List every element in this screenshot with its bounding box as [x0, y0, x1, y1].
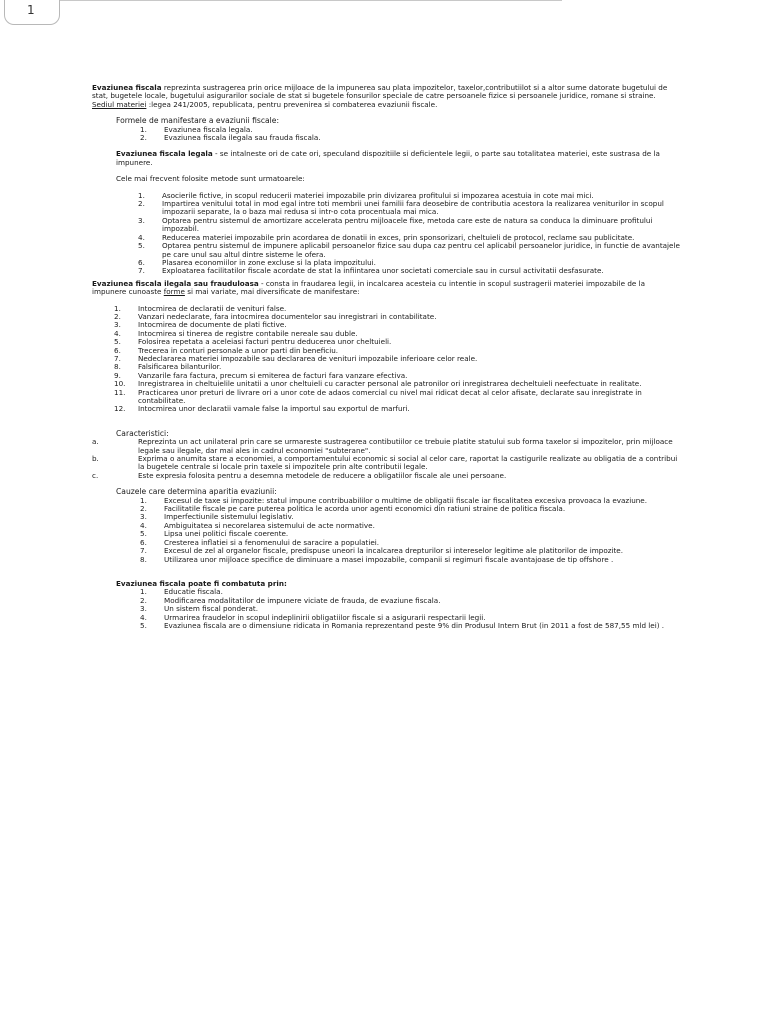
list-item: 1. Asocierile fictive, in scopul reducerii materiei impozabile prin divizarea profitului si impozarea acestuia in cote mai mici. [138, 190, 594, 200]
combatuta-heading: Evaziunea fiscala poate fi combatuta prin: [116, 578, 287, 588]
list-item: 9. Vanzarile fara factura, precum si emiterea de facturi fara vanzare efectiva. [114, 370, 408, 380]
list-item: 3. Intocmirea de documente de plati fictive. [114, 320, 287, 330]
forme-heading: Formele de manifestare a evaziunii fiscale: [116, 116, 279, 126]
sediu-materiei [92, 101, 680, 109]
forme-list [116, 126, 680, 143]
list-item: 7. Exploatarea facilitatilor fiscale acordate de stat la infiintarea unor societati comerciale sau in cursul activitatii desfasurate. [138, 266, 604, 276]
metode-intro: Cele mai frecvent folosite metode sunt urmatoarele: [116, 174, 305, 184]
list-item: 1. Evaziunea fiscala legala. [140, 124, 253, 134]
list-item: 6. Trecerea in conturi personale a unor parti din beneficiu. [114, 345, 339, 355]
list-item: 6. Cresterea inflatiei si a fenomenului de saracire a populatiei. [140, 537, 380, 547]
list-item: 5. Optarea pentru sistemul de impunere aplicabil persoanelor fizice sau dupa caz pentru cel aplicabil persoanelor juridice, in functie de avantajele pe care unul sau altul dintre sisteme le ofera. [138, 241, 680, 259]
list-item: 4. Reducerea materiei impozabile prin acordarea de donatii in exces, prin sponsorizari, cheltuieli de protocol, reclame sau publicitate. [138, 232, 635, 242]
caracteristici-list [92, 438, 680, 480]
list-item: 6. Plasarea economiilor in zone excluse si la plata impozitului. [138, 257, 376, 267]
forme-word: forme [163, 287, 185, 297]
list-item: a. Reprezinta un act unilateral prin care se urmareste sustragerea contibutiilor ce trebuie platite statului sub forma taxelor si impozitelor, prin mijloace legale sau ilegale, dar mai ales in cadrul economiei "subterane". [92, 437, 673, 455]
list-item: 5. Lipsa unei politici fiscale coerente. [140, 529, 289, 539]
legala-title: Evaziunea fiscala legala [116, 149, 213, 159]
intro-paragraph [92, 84, 680, 101]
list-item: 2. Evaziunea fiscala ilegala sau frauda fiscala. [140, 133, 321, 143]
list-item: 12. Intocmirea unor declaratii vamale false la importul sau exportul de marfuri. [114, 404, 410, 414]
legala-paragraph: Evaziunea fiscala legala - se intalneste ori de cate ori, speculand dispozitiile si deficientele legii, o parte sau totalitatea materiei, este sustrasa de la impunere. [116, 149, 660, 167]
list-item: 5. Folosirea repetata a aceleiasi facturi pentru deducerea unor cheltuieli. [114, 337, 392, 347]
list-item: 4. Intocmirea si tinerea de registre contabile nereale sau duble. [114, 328, 358, 338]
sediu-text: :legea 241/2005, republicata, pentru prevenirea si combaterea evaziunii fiscale. [146, 99, 438, 109]
list-item: 4. Urmarirea fraudelor in scopul indeplinirii obligatiilor fiscale si a asigurarii respectarii legii. [140, 612, 486, 622]
list-item: 8. Utilizarea unor mijloace specifice de diminuare a masei impozabile, companii si regimuri fiscale avantajoase de tip offshore . [140, 554, 614, 564]
intro-title: Evaziunea fiscala [92, 83, 162, 92]
ilegala-list [92, 305, 680, 414]
list-item: c. Este expresia folosita pentru a desemna metodele de reducere a obligatiilor fiscale ale unei persoane. [92, 470, 507, 480]
list-item: 7. Nedeclararea materiei impozabile sau declararea de venituri impozabile inferioare celor reale. [114, 353, 478, 363]
sediu-label: Sediul materiei [92, 99, 147, 109]
list-item: 3. Un sistem fiscal ponderat. [140, 604, 258, 614]
document-body [92, 84, 680, 630]
list-item: 7. Excesul de zel al organelor fiscale, predispuse uneori la incalcarea drepturilor si intereselor legitime ale platitorilor de impozite. [140, 546, 624, 556]
list-item: 2. Facilitatile fiscale pe care puterea politica le acorda unor agenti economici din ratiuni straine de politica fiscala. [140, 504, 566, 514]
list-item: 1. Educatie fiscala. [140, 587, 223, 597]
list-item: 11. Practicarea unor preturi de livrare ori a unor cote de adaos comercial cu nivel mai ridicat decat al celor afisate, declarate sau inregistrate in contabilitate. [114, 387, 642, 405]
list-item: 2. Vanzari nedeclarate, fara intocmirea documentelor sau inregistrari in contabilitate. [114, 311, 437, 321]
page-number-tab [4, 0, 60, 25]
list-item: 8. Falsificarea bilanturilor. [114, 362, 222, 372]
cauze-list [116, 497, 680, 564]
page-top-rule [60, 0, 562, 1]
list-item: 10. Inregistrarea in cheltuielile unitatii a unor cheltuieli cu caracter personal ale patronilor ori inregistrarea decheltuieli neefectuate in realitate. [114, 379, 642, 389]
list-item: 3. Optarea pentru sistemul de amortizare accelerata pentru mijloacele fixe, metoda care este de natura sa conduca la diminuare profitului impozabil. [138, 215, 653, 234]
list-item: 4. Ambiguitatea si necorelarea sistemului de acte normative. [140, 520, 375, 530]
intro-text: reprezinta sustragerea prin orice mijloace de la impunerea sau plata impozitelor, taxelor,contributiilot si a altor sume datorate bugetului de stat, bugetele locale, bugetului asigurarilor sociale de stat si bugetele fonsurilor speciale de catre persoanele fizice si persoanele juridice, romane si straine. [92, 83, 668, 101]
caracteristici-heading: Caracteristici: [116, 428, 169, 438]
list-item: 3. Imperfectiunile sistemului legislativ. [140, 512, 294, 522]
list-item: 1. Excesul de taxe si impozite: statul impune contribuabililor o multime de obligatii fiscale iar fiscalitatea excesiva provoaca la evaziune. [140, 495, 648, 505]
page-number: 1 [27, 3, 35, 17]
combatuta-list [116, 588, 680, 630]
list-item: b. Exprima o anumita stare a economiei, a comportamentului economic si social al celor care, raportat la castigurile realizate au obligatia de a contribui la bugetele centrale si locale prin taxele si impozitele prin alte contributii legale. [92, 454, 678, 472]
list-item: 5. Evaziunea fiscala are o dimensiune ridicata in Romania reprezentand peste 9% din Produsul Intern Brut (in 2011 a fost de 587,55 mld lei) . [140, 620, 665, 630]
ilegala-paragraph: Evaziunea fiscala ilegala sau frauduloasa - consta in fraudarea legii, in incalcarea acesteia cu intentie in scopul sustragerii materiei impozabile de la impunere cunoaste forme si mai variate, mai diversificate de manifestare: [92, 278, 646, 297]
metode-list [116, 192, 680, 276]
list-item: 2. Modificarea modalitatilor de impunere viciate de frauda, de evaziune fiscala. [140, 595, 441, 605]
cauze-heading: Cauzele care determina aparitia evaziunii: [116, 487, 277, 497]
list-item: 2. Impartirea venitului total in mod egal intre toti membrii unei familii fara deosebire de contributia acestora la realizarea veniturilor in scopul impozarii separate, la o baza mai redusa si intr-o cota procentuala mai mica. [138, 199, 664, 217]
ilegala-title: Evaziunea fiscala ilegala sau frauduloasa [92, 278, 259, 288]
list-item: 1. Intocmirea de declaratii de venituri false. [114, 303, 287, 313]
